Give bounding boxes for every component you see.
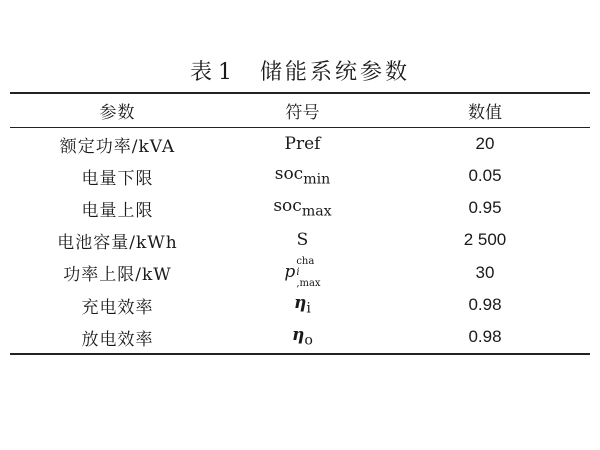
table-row <box>10 128 590 161</box>
symbol-cell <box>225 289 380 321</box>
param-cell: 充电效率 <box>81 297 154 318</box>
header-symbol: 符号 <box>285 103 320 123</box>
table-row <box>10 160 590 192</box>
symbol-subscript: i <box>306 300 311 317</box>
table-row <box>10 256 590 289</box>
parameter-table <box>10 92 590 355</box>
header-param: 参数 <box>99 103 136 123</box>
value-cell: 2 500 <box>463 230 507 249</box>
value-cell: 20 <box>475 134 495 153</box>
param-cell: 放电效率 <box>81 329 154 350</box>
symbol-subscript-rest: ,max <box>296 278 321 289</box>
param-cell: 电量下限 <box>81 168 154 189</box>
symbol-cell <box>225 160 380 192</box>
symbol-cell <box>225 192 380 224</box>
symbol-cell <box>225 224 380 256</box>
symbol-cell <box>225 256 380 289</box>
symbol-base: η <box>294 293 307 314</box>
param-cell: 功率上限/kW <box>63 265 172 285</box>
value-cell: 0.95 <box>468 198 502 217</box>
symbol-cell <box>225 128 380 161</box>
symbol-subscript <box>296 267 320 289</box>
symbol-base: soc <box>273 196 302 217</box>
caption-name: 储能系统参数 <box>260 60 411 85</box>
symbol-subscript: min <box>303 171 331 188</box>
symbol-base: η <box>292 325 305 346</box>
table-caption <box>0 55 600 86</box>
symbol-base: soc <box>274 164 304 185</box>
value-cell: 0.98 <box>468 327 502 346</box>
symbol-cell <box>225 321 380 354</box>
symbol-subscript: o <box>304 332 313 349</box>
symbol-superscript: cha <box>296 256 315 267</box>
caption-label: 表 <box>189 60 214 85</box>
caption-number: 1 <box>218 60 234 85</box>
symbol-subscript: max <box>301 203 332 220</box>
table-header-row <box>10 93 590 128</box>
symbol-base: Pref <box>284 134 321 154</box>
param-cell: 额定功率/kVA <box>59 136 176 157</box>
value-cell: 0.98 <box>468 295 502 314</box>
symbol-supsub <box>296 256 320 289</box>
symbol-base: S <box>296 230 309 250</box>
param-cell: 电池容量/kWh <box>57 232 178 253</box>
header-value: 数值 <box>468 103 502 122</box>
table-row <box>10 224 590 256</box>
value-cell: 0.05 <box>468 166 502 185</box>
symbol-base: p <box>284 262 296 282</box>
param-cell: 电量上限 <box>81 200 154 221</box>
table-row <box>10 321 590 354</box>
symbol-subscript-italic: i <box>296 267 300 278</box>
table-row <box>10 192 590 224</box>
value-cell: 30 <box>475 262 495 282</box>
table-row <box>10 289 590 321</box>
